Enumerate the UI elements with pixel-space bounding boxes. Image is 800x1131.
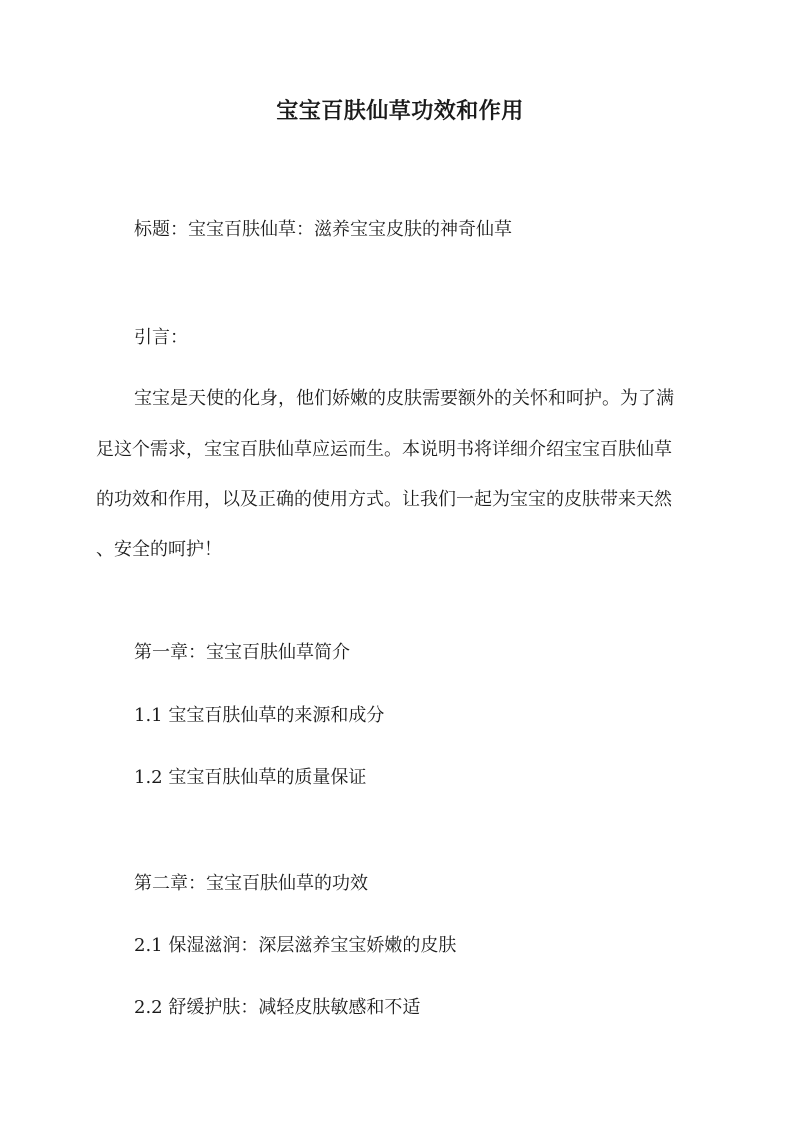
intro-line-4: 、安全的呵护！ xyxy=(96,539,222,560)
chapter2-item-2: 2.2 舒缓护肤：减轻皮肤敏感和不适 xyxy=(134,997,421,1018)
chapter2-heading: 第二章：宝宝百肤仙草的功效 xyxy=(134,873,368,894)
chapter1-item-2: 1.2 宝宝百肤仙草的质量保证 xyxy=(134,767,367,788)
intro-line-3: 的功效和作用，以及正确的使用方式。让我们一起为宝宝的皮肤带来天然 xyxy=(96,489,672,510)
intro-line-1: 宝宝是天使的化身，他们娇嫩的皮肤需要额外的关怀和呵护。为了满 xyxy=(134,388,674,409)
subtitle-line: 标题：宝宝百肤仙草：滋养宝宝皮肤的神奇仙草 xyxy=(134,219,512,240)
intro-heading: 引言： xyxy=(134,327,188,348)
chapter1-item-1: 1.1 宝宝百肤仙草的来源和成分 xyxy=(134,705,385,726)
intro-line-2: 足这个需求，宝宝百肤仙草应运而生。本说明书将详细介绍宝宝百肤仙草 xyxy=(96,439,672,460)
chapter2-item-1: 2.1 保湿滋润：深层滋养宝宝娇嫩的皮肤 xyxy=(134,935,457,956)
document-title: 宝宝百肤仙草功效和作用 xyxy=(276,98,524,124)
chapter1-heading: 第一章：宝宝百肤仙草简介 xyxy=(134,642,350,663)
